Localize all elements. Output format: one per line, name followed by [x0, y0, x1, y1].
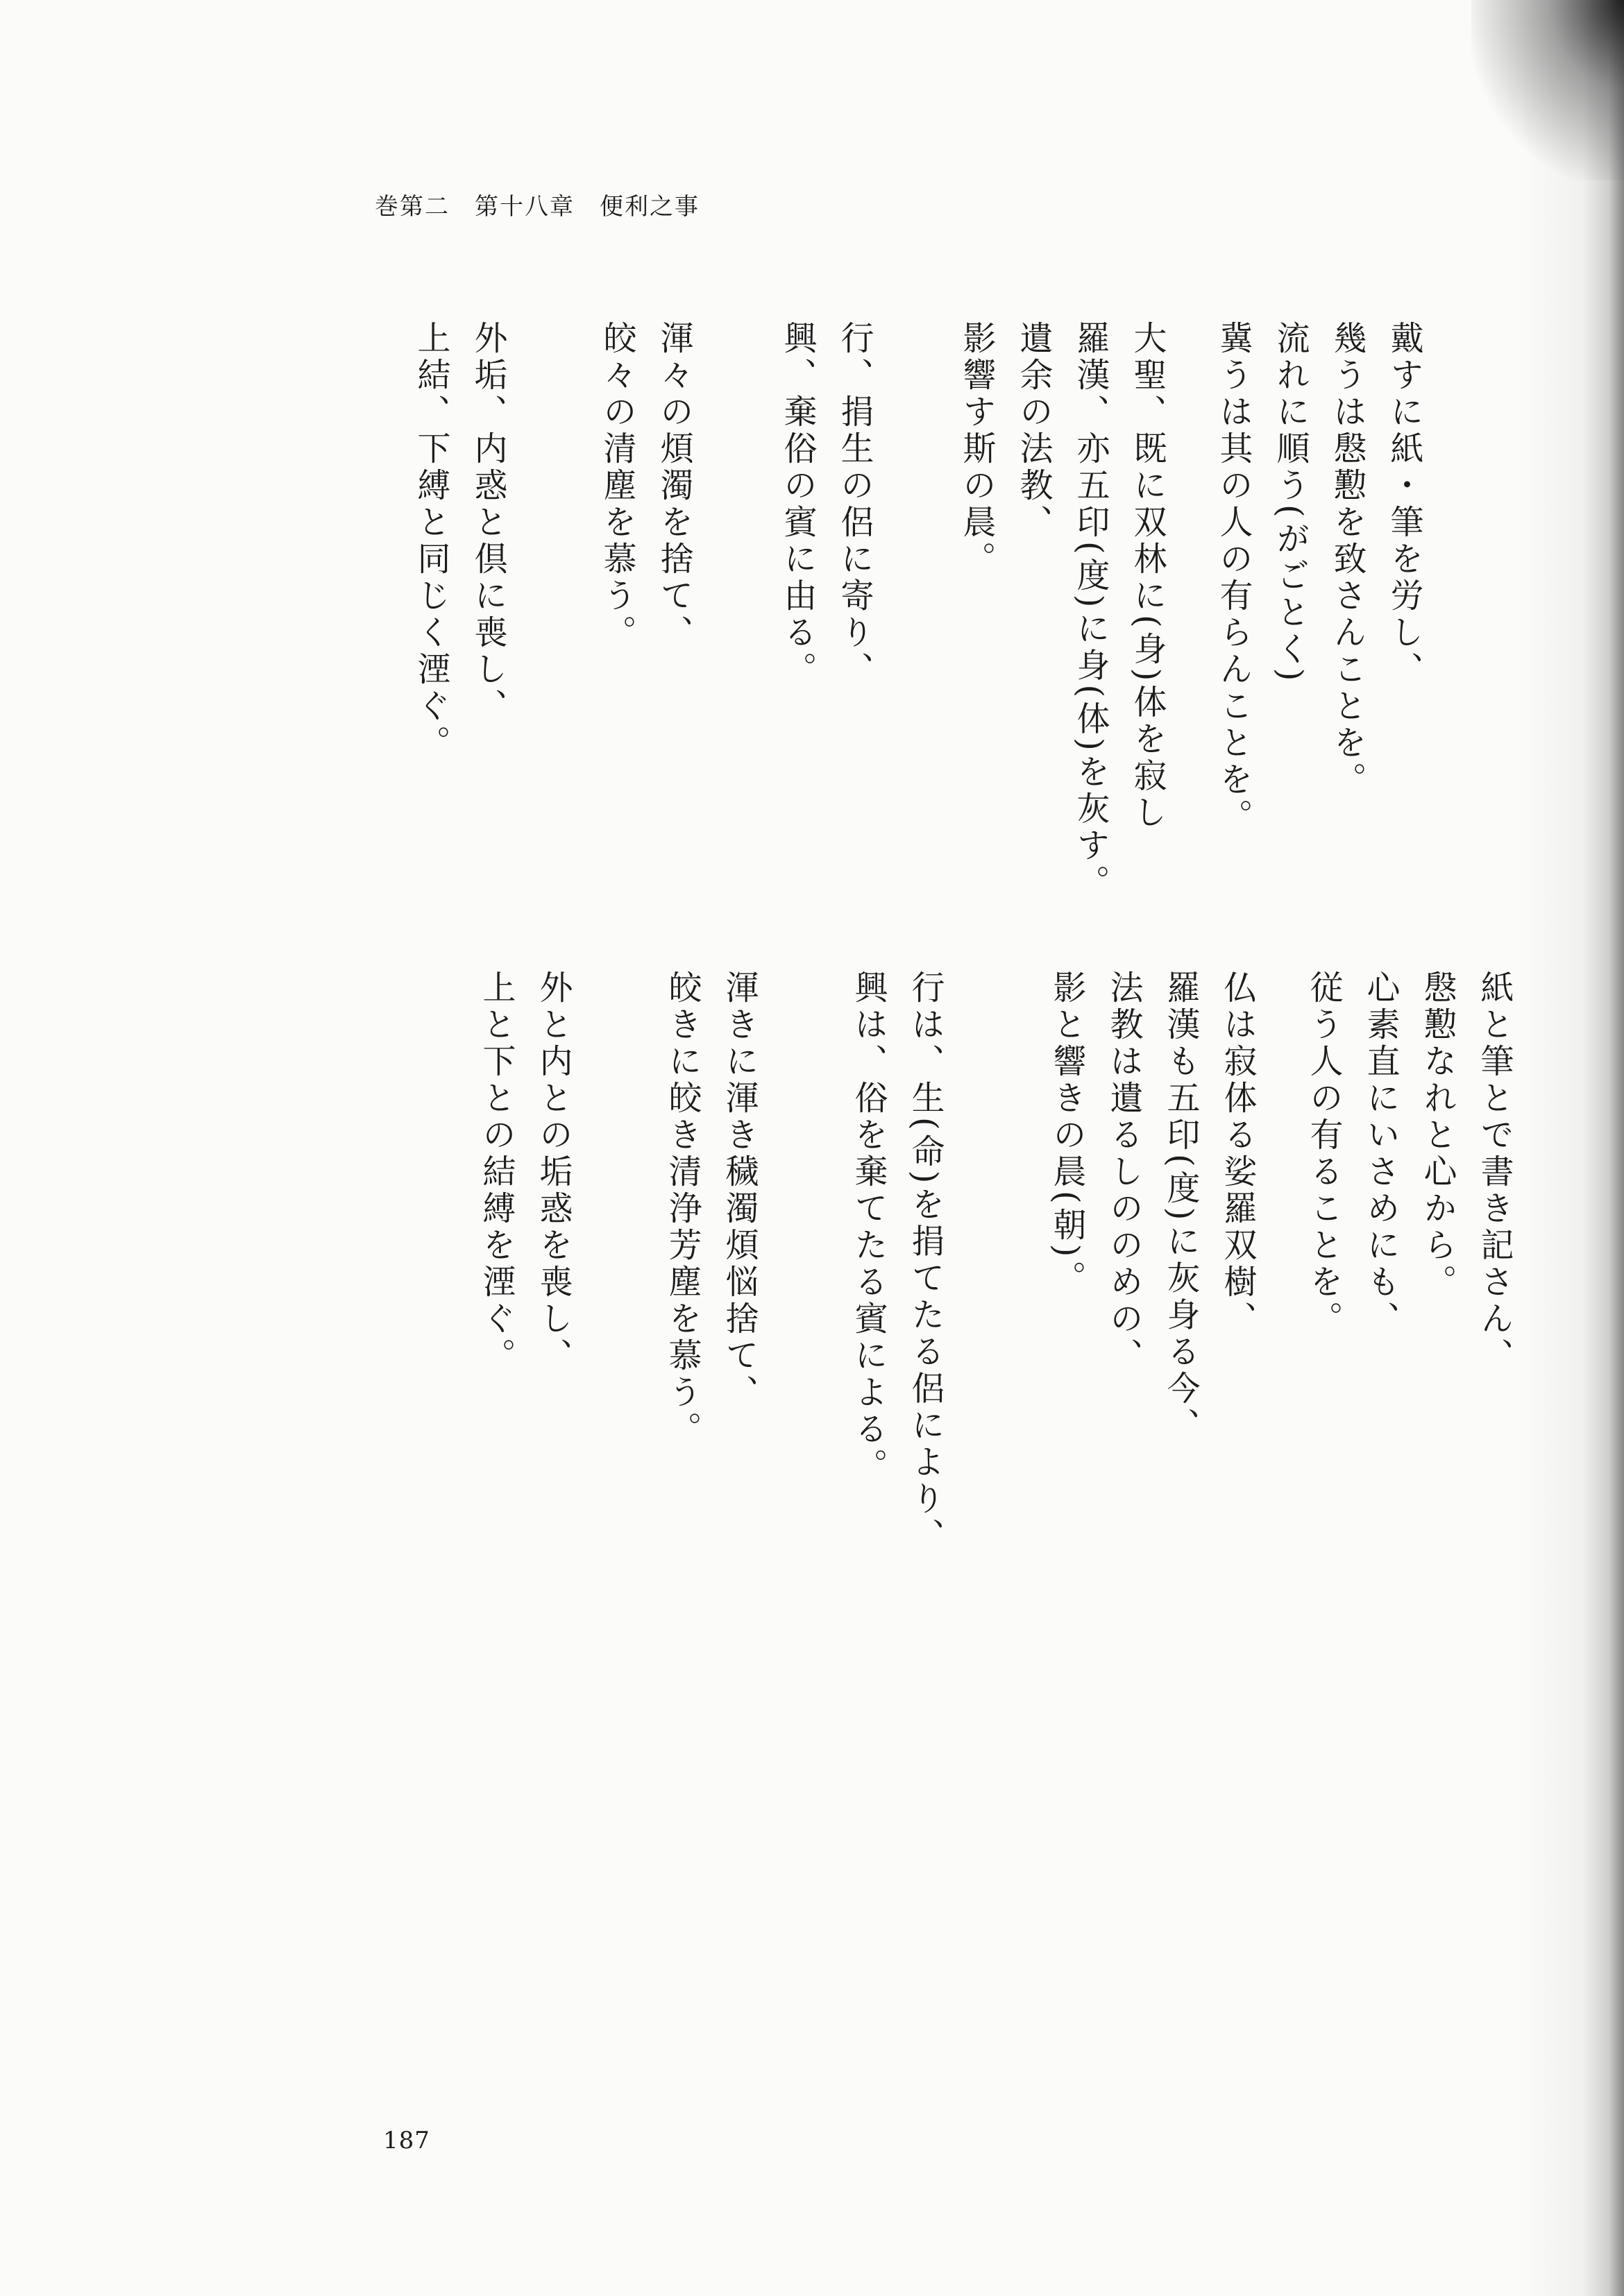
upper-verse-line-12: 皎々の清塵を慕う。 [598, 321, 636, 652]
lower-verse-line-11: 渾きに渾き穢濁煩悩捨て、 [720, 970, 759, 1411]
upper-verse-line-10: 興、棄俗の賓に由る。 [778, 321, 817, 688]
upper-verse-line-1: 戴すに紙・筆を労し、 [1385, 321, 1423, 688]
lower-verse-line-5: 仏は寂体る娑羅双樹、 [1218, 970, 1257, 1338]
lower-verse-line-1: 紙と筆とで書き記さん、 [1475, 970, 1514, 1375]
upper-verse-line-2: 幾うは慇懃を致さんことを。 [1328, 321, 1367, 799]
lower-verse-line-9: 行は、生(命)を捐てたる侶により、 [906, 970, 945, 1555]
lower-verse-line-13: 外と内との垢惑を喪し、 [534, 970, 573, 1375]
scan-shadow-corner [1471, 0, 1624, 180]
lower-verse-line-4: 従う人の有ることを。 [1304, 970, 1343, 1338]
lower-verse-line-10: 興は、俗を棄てたる賓による。 [849, 970, 888, 1485]
upper-verse-line-9: 行、捐生の侶に寄り、 [835, 321, 874, 688]
lower-verse-line-14: 上と下との結縛を湮ぐ。 [477, 970, 516, 1375]
upper-verse-line-13: 外垢、内惑と倶に喪し、 [468, 321, 507, 725]
lower-verse-line-8: 影と響きの晨(朝)。 [1047, 970, 1086, 1298]
lower-verse-line-3: 心素直にいさめにも、 [1361, 970, 1400, 1338]
lower-verse-line-2: 慇懃なれと心から。 [1418, 970, 1457, 1301]
upper-verse-line-3: 流れに順う(がごとく) [1271, 321, 1310, 685]
page-number: 187 [383, 2127, 430, 2154]
lower-verse-line-12: 皎きに皎き清浄芳塵を慕う。 [663, 970, 702, 1448]
upper-verse-line-6: 羅漢、亦五印(度)に身(体)を灰す。 [1071, 321, 1110, 901]
lower-verse-line-7: 法教は遺るしののめの、 [1104, 970, 1143, 1375]
scan-shadow [1520, 0, 1624, 2296]
upper-verse-line-4: 冀うは其の人の有らんことを。 [1214, 321, 1253, 835]
lower-verse-line-6: 羅漢も五印(度)に灰身る今、 [1161, 970, 1200, 1445]
upper-verse-line-7: 遺余の法教、 [1014, 321, 1053, 541]
upper-verse-line-11: 渾々の煩濁を捨て、 [654, 321, 693, 652]
upper-verse-line-5: 大聖、既に双林に(身)体を寂し [1128, 321, 1167, 832]
running-header: 巻第二 第十八章 便利之事 [375, 193, 700, 221]
upper-verse-line-8: 影響す斯の晨。 [957, 321, 996, 578]
upper-verse-line-14: 上結、下縛と同じく湮ぐ。 [412, 321, 450, 762]
